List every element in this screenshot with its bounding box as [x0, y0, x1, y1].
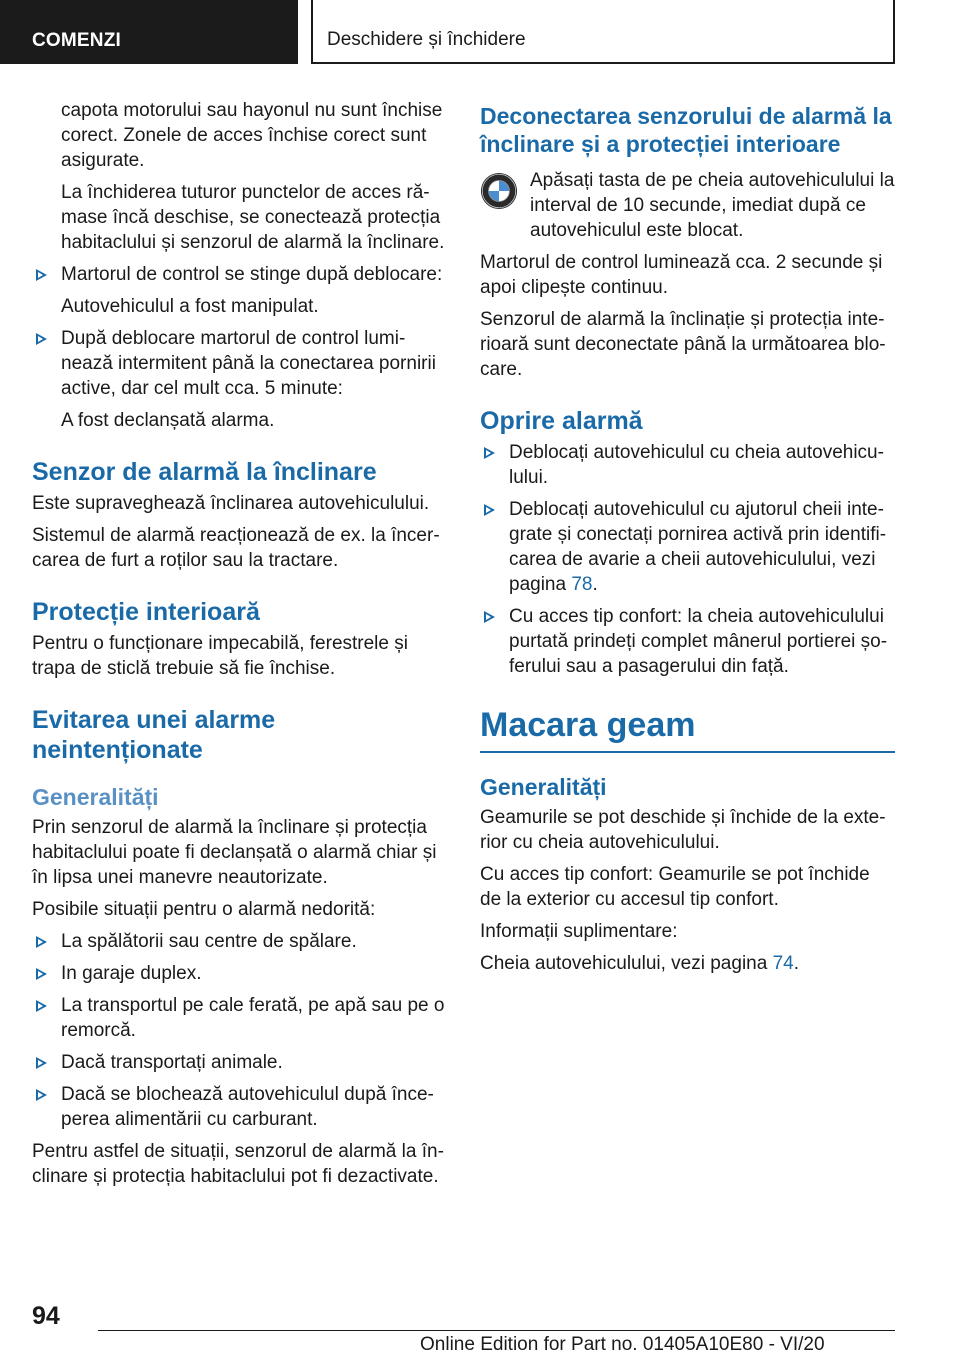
window-paragraph-3: Informații suplimentare: — [480, 921, 678, 942]
triangle-bullet-icon — [482, 440, 500, 465]
list-item-result: A fost declanșată alarma. — [61, 410, 275, 431]
left-column — [32, 98, 446, 1196]
tilt-paragraph-1: Este supraveghează înclinarea autovehiculului. — [32, 493, 430, 514]
disconnect-paragraph-3: Senzorul de alarmă la înclinație și protecția interioară sunt deconectate până la următoarea blocare. — [480, 309, 886, 380]
triangle-bullet-icon — [482, 497, 500, 522]
list-item: Dacă transportați animale. — [32, 1050, 446, 1075]
disconnect-paragraph-1: Apăsați tasta de pe cheia autovehiculului la interval de 10 secunde, imediat după ce autovehiculul este blocat. — [480, 168, 895, 243]
heading-interior-protection: Protecție interioară — [32, 598, 260, 626]
page-link-78[interactable]: 78 — [571, 574, 593, 595]
disconnect-paragraph-2: Martorul de control luminează cca. 2 secunde și apoi clipește continuu. — [480, 252, 883, 298]
triangle-bullet-icon — [34, 262, 52, 287]
footer-divider — [98, 1330, 895, 1331]
interior-paragraph: Pentru o funcționare impecabilă, ferestrele și trapa de sticlă trebuie să fie închise. — [32, 633, 408, 679]
window-paragraph-1: Geamurile se pot deschide și închide de la exterior cu cheia autovehiculului. — [480, 807, 886, 853]
general-paragraph-1: Prin senzorul de alarmă la înclinare și protecția habitaclului poate fi declanșată o alarmă chiar și în lipsa unei manevre neautorizate. — [32, 817, 437, 888]
list-item: Deblocați autovehiculul cu cheia autovehiculului. — [480, 440, 895, 490]
chapter-tab — [311, 0, 895, 64]
heading-avoid-alarm: Evitarea unei alarme neintenționate — [32, 706, 276, 764]
triangle-bullet-icon — [34, 961, 52, 986]
heading-window-lift: Macara geam — [480, 705, 895, 753]
list-item: După deblocare martorul de control luminează intermitent până la conectarea pornirii active, dar cel mult cca. 5 minute: — [32, 326, 446, 401]
list-item-result: Autovehiculul a fost manipulat. — [61, 296, 319, 317]
general-paragraph-2: Posibile situații pentru o alarmă nedorită: — [32, 899, 376, 920]
triangle-bullet-icon — [34, 929, 52, 954]
triangle-bullet-icon — [34, 993, 52, 1018]
footer-edition: Online Edition for Part no. 01405A10E80 - VI/20 — [420, 1334, 825, 1355]
list-item: Deblocați autovehiculul cu ajutorul cheii integrate și conectați pornirea activă prin identificarea de avarie a cheii autovehiculului, vezi pagina 78. — [480, 497, 895, 597]
chapter-title: Deschidere și închidere — [327, 29, 526, 50]
list-item: La spălătorii sau centre de spălare. — [32, 929, 446, 954]
list-item: Dacă se blochează autovehiculul după începerea alimentării cu carburant. — [32, 1082, 446, 1132]
window-paragraph-2: Cu acces tip confort: Geamurile se pot închide de la exterior cu accesul tip confort. — [480, 864, 870, 910]
section-tab — [0, 0, 298, 64]
heading-general: Generalități — [32, 784, 159, 810]
triangle-bullet-icon — [34, 1082, 52, 1107]
bmw-logo-icon — [480, 172, 518, 210]
intro-paragraph-1: capota motorului sau hayonul nu sunt închise corect. Zonele de acces închise corect sunt asigurate. — [61, 100, 443, 171]
window-paragraph-4: Cheia autovehiculului, vezi pagina 74. — [480, 953, 800, 974]
triangle-bullet-icon — [482, 604, 500, 629]
triangle-bullet-icon — [34, 1050, 52, 1075]
list-item: Cu acces tip confort: la cheia autovehiculului purtată prindeți complet mânerul portierei șoferului sau a pasagerului din față. — [480, 604, 895, 679]
tilt-paragraph-2: Sistemul de alarmă reacționează de ex. la încercarea de furt a roților sau la tractare. — [32, 525, 440, 571]
heading-stop-alarm: Oprire alarmă — [480, 407, 643, 435]
triangle-bullet-icon — [34, 326, 52, 351]
right-column — [480, 98, 895, 983]
list-item: In garaje duplex. — [32, 961, 446, 986]
heading-disconnect: Deconectarea senzorului de alarmă la înclinare și a protecției interioare — [480, 103, 892, 157]
intro-paragraph-2: La închiderea tuturor punctelor de acces rămase încă deschise, se conectează protecția habitaclului și senzorul de alarmă la înclinare. — [61, 182, 445, 253]
section-title: COMENZI — [32, 30, 122, 51]
heading-general: Generalități — [480, 774, 607, 800]
list-item: Martorul de control se stinge după deblocare: — [32, 262, 446, 287]
list-item: La transportul pe cale ferată, pe apă sau pe o remorcă. — [32, 993, 446, 1043]
page-link-74[interactable]: 74 — [772, 953, 794, 974]
page-number: 94 — [32, 1302, 60, 1330]
general-paragraph-3: Pentru astfel de situații, senzorul de alarmă la înclinare și protecția habitaclului pot fi dezactivate. — [32, 1141, 444, 1187]
heading-tilt-sensor: Senzor de alarmă la înclinare — [32, 458, 377, 486]
